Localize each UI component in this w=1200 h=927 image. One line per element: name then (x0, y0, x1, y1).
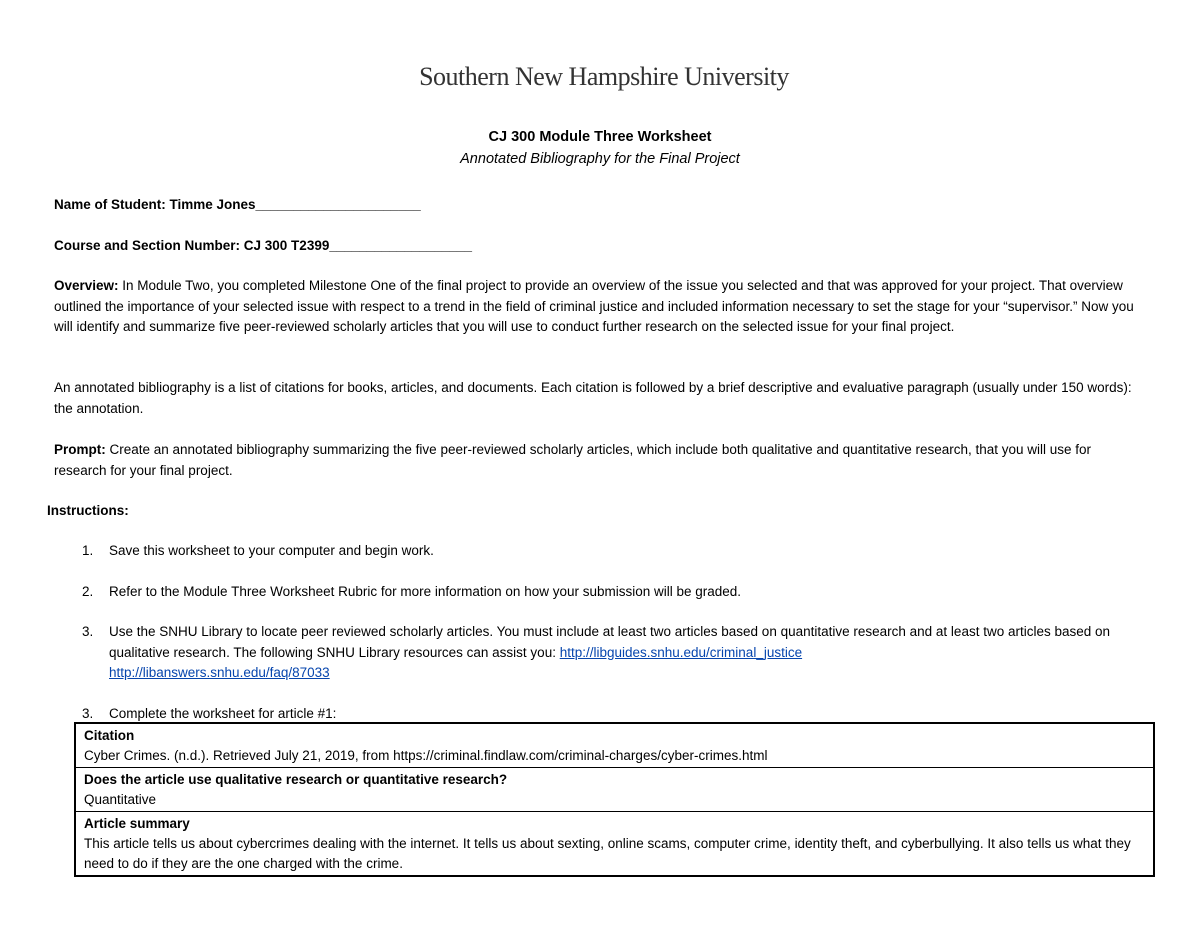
summary-cell[interactable] (76, 812, 1153, 875)
overview-text: In Module Two, you completed Milestone One of the final project to provide an overview of the issue you selected and that was approved for your project. That overview outlined the importance of your selected issue with respect to a trend in the field of criminal justice and included information necessary to set the stage for your “supervisor.” Now you will identify and summarize five peer-reviewed scholarly articles that you will use to conduct further research on the selected issue for your final project. (54, 278, 1134, 334)
citation-cell[interactable] (76, 724, 1153, 768)
list-item-number: 1. (82, 543, 94, 558)
list-item-text: Refer to the Module Three Worksheet Rubric for more information on how your submission will be graded. (109, 584, 742, 599)
student-name-field[interactable]: Name of Student: Timme Jones______________________ (54, 197, 421, 212)
course-section-field[interactable]: Course and Section Number: CJ 300 T2399___________________ (54, 238, 472, 253)
libanswers-link[interactable]: http://libanswers.snhu.edu/faq/87033 (109, 665, 330, 680)
research-type-label: Does the article use qualitative research or quantitative research? (84, 772, 508, 787)
research-type-value: Quantitative (84, 792, 157, 807)
document-title: CJ 300 Module Three Worksheet (488, 129, 712, 145)
document-subtitle: Annotated Bibliography for the Final Project (460, 151, 740, 167)
list-item (82, 582, 1132, 603)
research-type-cell[interactable] (76, 768, 1153, 812)
prompt-paragraph (54, 440, 1134, 481)
summary-value: This article tells us about cybercrimes dealing with the internet. It tells us about sexting, online scams, computer crime, identity theft, and cyberbullying. It also tells us what they need to do if they are the one charged with the crime. (84, 836, 1131, 871)
list-item-number: 3. (82, 624, 94, 639)
citation-label: Citation (84, 728, 135, 743)
instructions-heading: Instructions: (47, 503, 129, 518)
list-item (82, 622, 1132, 684)
citation-value: Cyber Crimes. (n.d.). Retrieved July 21, 2019, from https://criminal.findlaw.com/criminal-charges/cyber-crimes.html (84, 748, 768, 763)
overview-label: Overview: (54, 278, 119, 293)
list-item-text: Save this worksheet to your computer and begin work. (109, 543, 434, 558)
annotated-bibliography-definition: An annotated bibliography is a list of citations for books, articles, and documents. Each citation is followed by a brief descriptive and evaluative paragraph (usually under 150 words): the annotation. (54, 380, 1132, 416)
article-worksheet-table (74, 722, 1155, 877)
summary-label: Article summary (84, 816, 190, 831)
list-item-text-with-links (109, 622, 1132, 684)
list-item-number: 2. (82, 584, 94, 599)
libguides-link[interactable]: http://libguides.snhu.edu/criminal_justice (559, 644, 803, 660)
prompt-label: Prompt: (54, 442, 106, 457)
list-item-number: 3. (82, 706, 94, 721)
list-item-text: Complete the worksheet for article #1: (109, 706, 337, 721)
list-item-text: Use the SNHU Library to locate peer reviewed scholarly articles. You must include at least two articles based on quantitative research and at least two articles based on qualitative research. The following SNHU Library resources can assist you: (109, 624, 1111, 660)
list-item (82, 541, 1132, 562)
university-logo-text: Southern New Hampshire University (419, 62, 789, 91)
overview-paragraph (54, 276, 1134, 338)
prompt-text: Create an annotated bibliography summarizing the five peer-reviewed scholarly articles, which include both qualitative and quantitative research, that you will use for research for your final project. (54, 442, 1092, 478)
